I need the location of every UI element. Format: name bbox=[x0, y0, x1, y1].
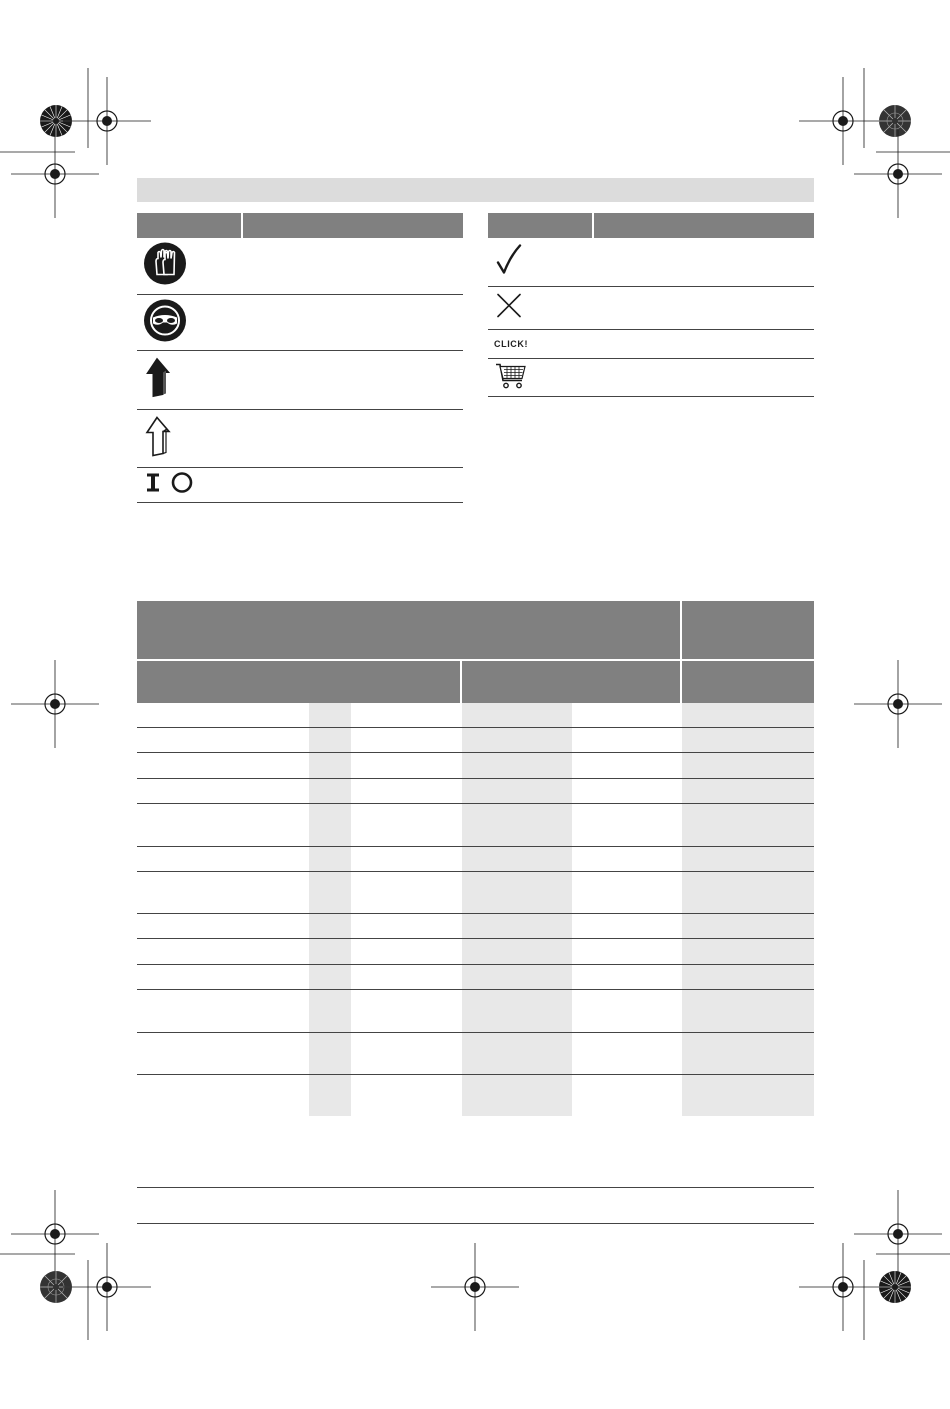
click-label: CLICK! bbox=[494, 339, 529, 349]
